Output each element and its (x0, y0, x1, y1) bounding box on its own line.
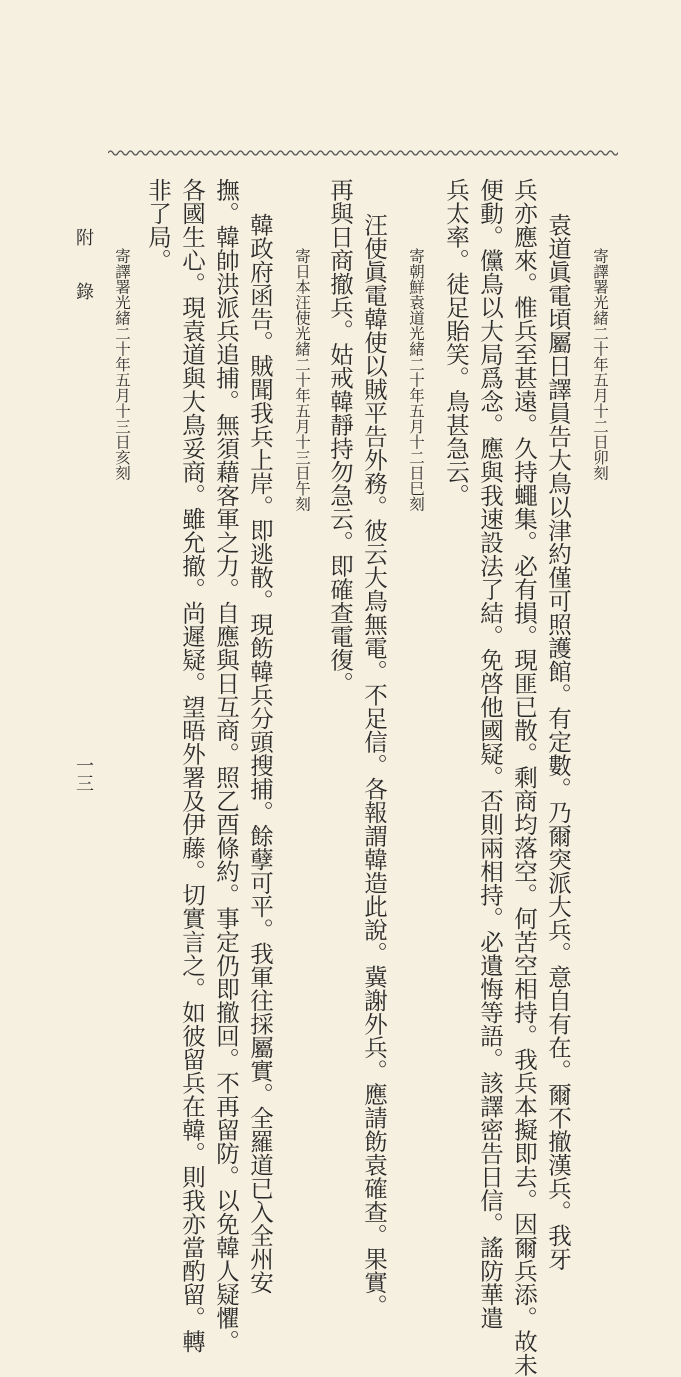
text-column: 兵太率。徒足貽笑。鳥甚急云。 (442, 178, 470, 507)
section-heading: 寄譯署光緒二十年五月十二日卯刻 (591, 248, 609, 481)
text-column: 韓政府函告。賊聞我兵上岸。即逃散。現飭韓兵分頭搜捕。餘孽可平。我軍往採屬實。全羅道已入全州安 (246, 213, 274, 1294)
text-column: 袁道眞電頃屬日譯員告大鳥以津約僅可照護館。有定數。乃爾突派大兵。意自有在。爾不撤漢兵。我牙 (544, 213, 572, 1271)
text-column: 非了局。 (144, 178, 172, 272)
page-number: 一三 (73, 756, 94, 792)
text-column: 便動。儻鳥以大局爲念。應與我速設法了結。免啓他國疑。否則兩相持。必遺悔等語。該譯密告日信。謠防華遣 (476, 178, 504, 1330)
text-column: 兵亦應來。惟兵至甚遠。久持蠅集。必有損。現匪已散。剩商均落空。何苦空相持。我兵本擬即去。因爾兵添。故未 (510, 178, 538, 1377)
text-column: 各國生心。現袁道與大鳥妥商。雖允撤。尚遲疑。望晤外署及伊藤。切實言之。如彼留兵在韓。則我亦當酌留。轉 (178, 178, 206, 1353)
section-heading: 寄日本汪使光緒二十年五月十三日午刻 (293, 248, 311, 512)
margin-label: 附 錄 (73, 228, 94, 300)
section-heading: 寄朝鮮袁道光緒二十年五月十二日巳刻 (407, 248, 425, 512)
wavy-divider-line (108, 146, 618, 160)
section-heading: 寄譯署光緒二十年五月十三日亥刻 (113, 248, 131, 481)
text-column: 撫。韓帥洪派兵追捕。無須藉客軍之力。自應與日互商。照乙酉條約。事定仍即撤回。不再留防。以免韓人疑懼。 (212, 178, 240, 1353)
text-column: 再與日商撤兵。姑戒韓靜持勿急云。即確查電復。 (326, 178, 354, 695)
text-column: 汪使眞電韓使以賊平告外務。彼云大鳥無電。不足信。各報謂韓造此說。冀謝外兵。應請飭袁確查。果實。 (360, 213, 388, 1318)
